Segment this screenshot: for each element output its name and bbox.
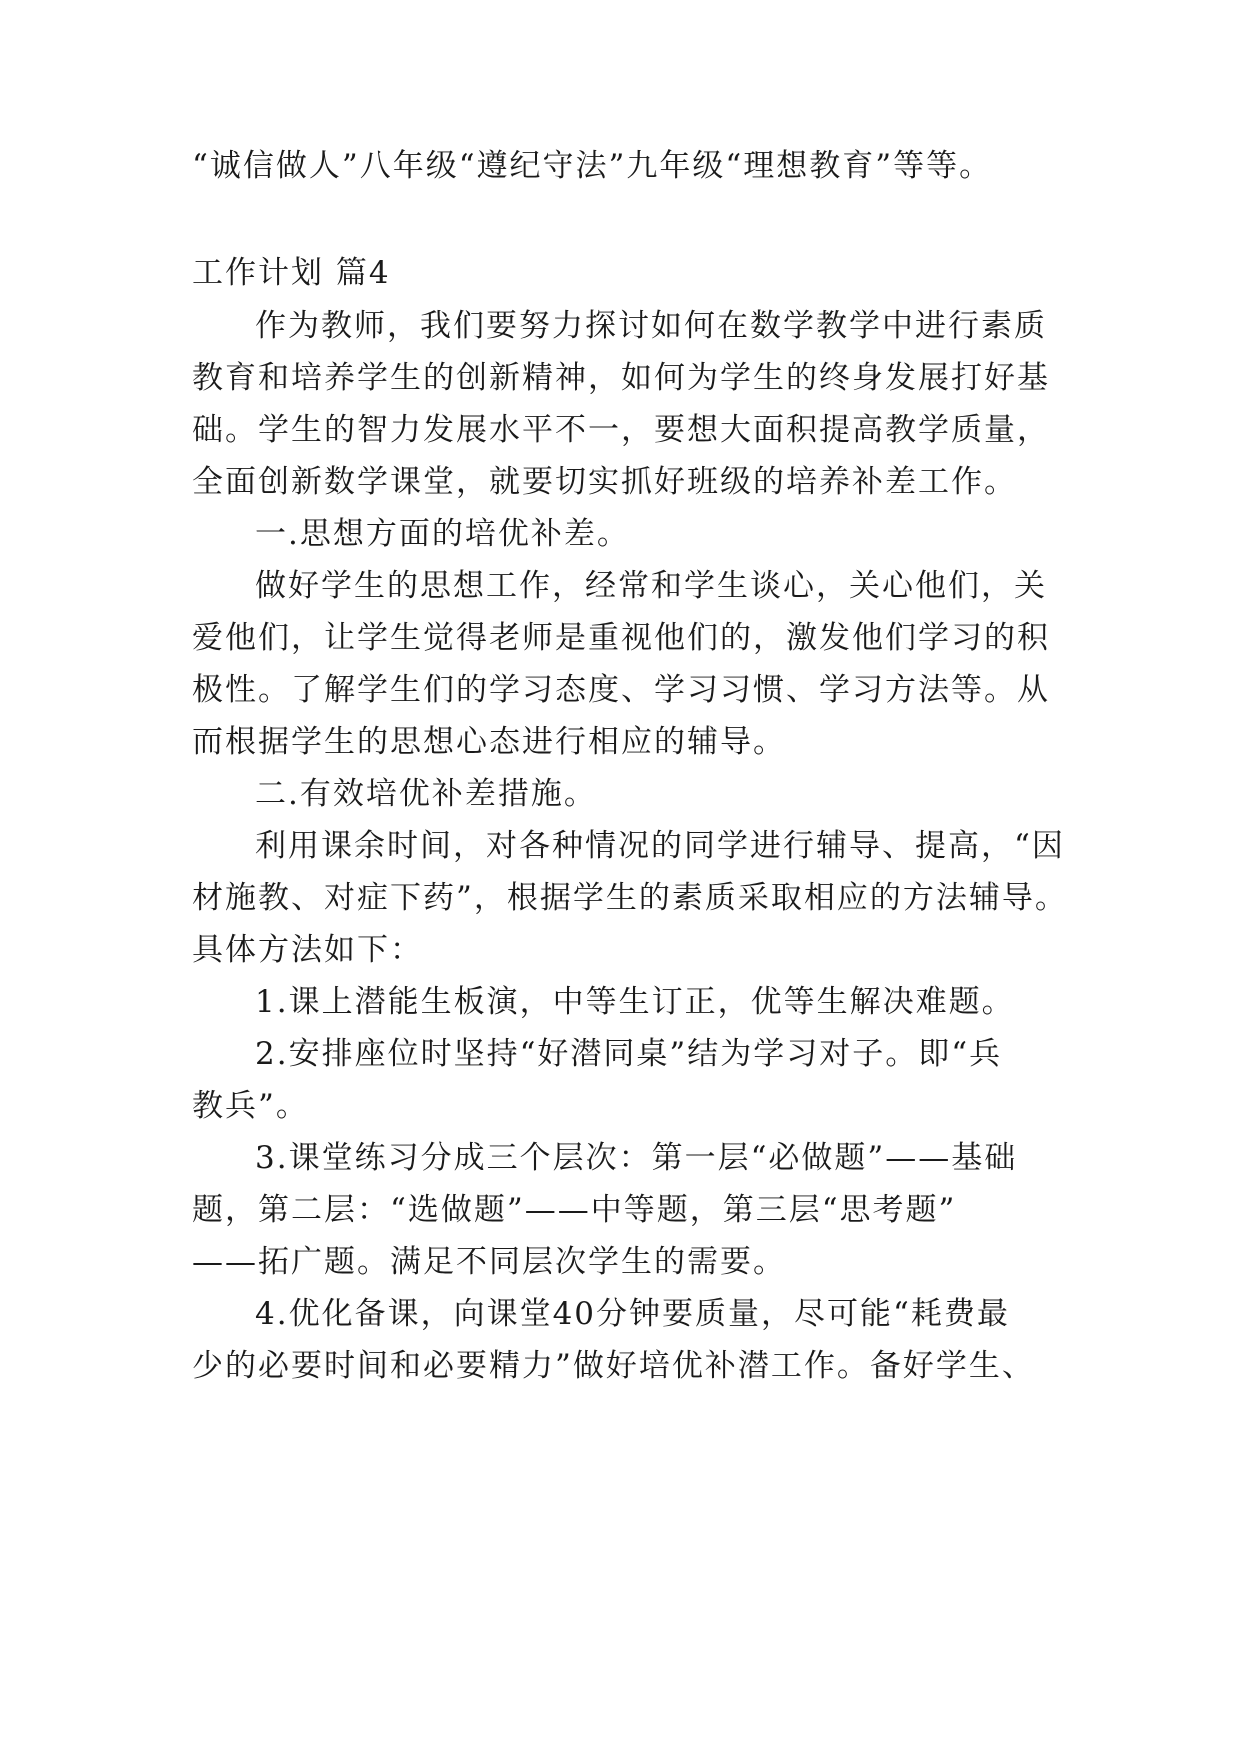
list-item-line: 3.课堂练习分成三个层次：第一层“必做题”——基础 <box>255 1140 1018 1176</box>
list-item-line: 题，第二层：“选做题”——中等题，第三层“思考题” <box>192 1192 957 1228</box>
paragraph-line: 础。学生的智力发展水平不一，要想大面积提高教学质量， <box>192 412 1050 448</box>
list-item-line: 少的必要时间和必要精力”做好培优补潜工作。备好学生、 <box>192 1348 1035 1384</box>
list-item-line: ——拓广题。满足不同层次学生的需要。 <box>192 1244 786 1280</box>
paragraph-line: 全面创新数学课堂，就要切实抓好班级的培养补差工作。 <box>192 464 1017 500</box>
subheading-line: 二.有效培优补差措施。 <box>255 776 597 812</box>
list-item-line: 教兵”。 <box>192 1088 309 1124</box>
paragraph-line: “诚信做人”八年级“遵纪守法”九年级“理想教育”等等。 <box>192 148 993 184</box>
list-item-line: 1.课上潜能生板演，中等生订正，优等生解决难题。 <box>255 984 1015 1020</box>
paragraph-line: 极性。了解学生们的学习态度、学习习惯、学习方法等。从 <box>192 672 1050 708</box>
paragraph-line: 材施教、对症下药”，根据学生的素质采取相应的方法辅导。 <box>192 880 1068 916</box>
paragraph-line: 利用课余时间，对各种情况的同学进行辅导、提高，“因 <box>255 828 1065 864</box>
paragraph-line: 做好学生的思想工作，经常和学生谈心，关心他们，关 <box>255 568 1047 604</box>
list-item-line: 4.优化备课，向课堂40分钟要质量，尽可能“耗费最 <box>255 1296 1010 1332</box>
paragraph-line: 爱他们，让学生觉得老师是重视他们的，激发他们学习的积 <box>192 620 1050 656</box>
paragraph-line: 具体方法如下： <box>192 932 423 968</box>
subheading-line: 一.思想方面的培优补差。 <box>255 516 630 552</box>
paragraph-line: 教育和培养学生的创新精神，如何为学生的终身发展打好基 <box>192 360 1050 396</box>
section-heading: 工作计划 篇4 <box>192 255 391 291</box>
list-item-line: 2.安排座位时坚持“好潜同桌”结为学习对子。即“兵 <box>255 1036 1003 1072</box>
paragraph-line: 作为教师，我们要努力探讨如何在数学教学中进行素质 <box>255 308 1047 344</box>
paragraph-line: 而根据学生的思想心态进行相应的辅导。 <box>192 724 786 760</box>
